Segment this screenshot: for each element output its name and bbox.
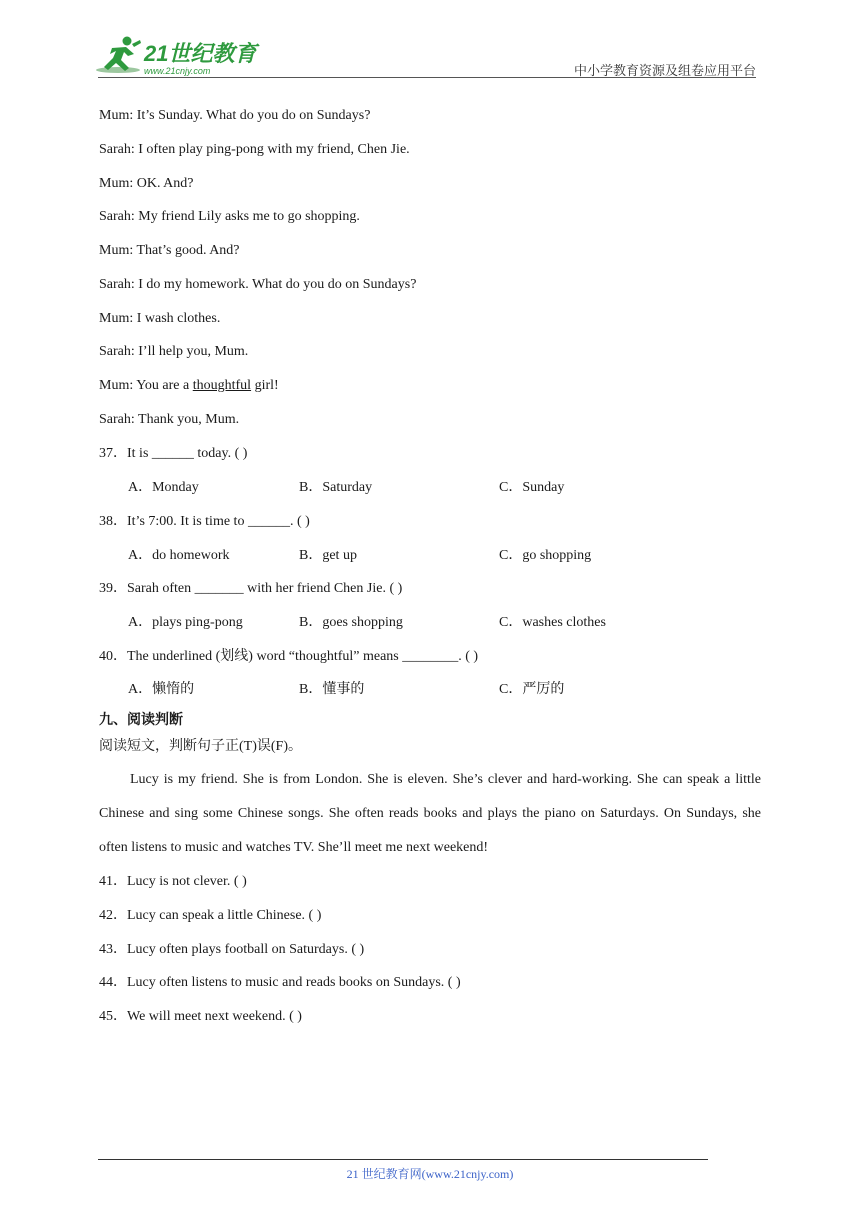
dialogue-line: Mum: I wash clothes. [99, 311, 221, 326]
dialogue-line: Sarah: I’ll help you, Mum. [99, 344, 249, 359]
underlined-word: thoughtful [192, 378, 252, 393]
dialogue-line: Sarah: I often play ping-pong with my friend, Chen Jie. [99, 142, 410, 157]
footer-link[interactable]: 21 世纪教育网(www.21cnjy.com) [346, 1167, 514, 1181]
dialogue-line-thoughtful [99, 377, 279, 395]
header-divider [98, 77, 756, 78]
option-c: C．Sunday [499, 480, 565, 495]
dialogue-line: Mum: OK. And? [99, 176, 194, 191]
option-b: B．get up [299, 548, 357, 563]
option-c: C．严厉的 [499, 682, 565, 697]
platform-name: 中小学教育资源及组卷应用平台 [573, 63, 756, 78]
logo [94, 34, 264, 80]
option-a: A．懒惰的 [128, 682, 195, 697]
option-c: C．washes clothes [499, 615, 606, 630]
option-a: A．do homework [128, 548, 230, 563]
line-prefix: Mum: You are a [99, 378, 193, 393]
option-c: C．go shopping [499, 548, 592, 563]
judge-item-44: 44．Lucy often listens to music and reads books on Sundays. ( ) [99, 975, 461, 990]
option-b: B．懂事的 [299, 682, 365, 697]
judge-item-42: 42．Lucy can speak a little Chinese. ( ) [99, 908, 322, 923]
page-header [0, 0, 860, 90]
option-a: A．Monday [128, 480, 199, 495]
option-a: A．plays ping-pong [128, 615, 243, 630]
section-title: 九、阅读判断 [99, 713, 183, 728]
option-b: B．goes shopping [299, 615, 403, 630]
logo-url: www.21cnjy.com [144, 66, 211, 76]
dialogue-line: Sarah: Thank you, Mum. [99, 412, 240, 427]
section-instruction: 阅读短文，判断句子正(T)误(F)。 [99, 739, 302, 754]
reading-passage: Lucy is my friend. She is from London. She is eleven. She’s clever and hard-working. She can speak a little Chinese and sing some Chinese songs. She often reads books and plays the piano on Saturdays. On Sundays, she often listens to music and watches TV. She’ll meet me next weekend! [99, 772, 761, 855]
judge-item-45: 45．We will meet next weekend. ( ) [99, 1009, 302, 1024]
dialogue-line: Mum: It’s Sunday. What do you do on Sundays? [99, 108, 371, 123]
line-suffix: girl! [251, 378, 279, 393]
judge-item-41: 41．Lucy is not clever. ( ) [99, 874, 247, 889]
question-37: 37．It is ______ today. ( ) [99, 446, 248, 461]
judge-item-43: 43．Lucy often plays football on Saturdays. ( ) [99, 942, 365, 957]
question-38: 38．It’s 7:00. It is time to ______. ( ) [99, 514, 310, 529]
runner-logo-icon [94, 34, 264, 80]
footer-divider [98, 1159, 708, 1160]
dialogue-line: Sarah: My friend Lily asks me to go shopping. [99, 209, 360, 224]
dialogue-line: Sarah: I do my homework. What do you do on Sundays? [99, 277, 417, 292]
question-40: 40．The underlined (划线) word “thoughtful” means ________. ( ) [99, 649, 479, 664]
option-b: B．Saturday [299, 480, 373, 495]
question-39: 39．Sarah often _______ with her friend Chen Jie. ( ) [99, 581, 403, 596]
logo-text: 21世纪教育 [144, 41, 257, 66]
dialogue-line: Mum: That’s good. And? [99, 243, 240, 258]
